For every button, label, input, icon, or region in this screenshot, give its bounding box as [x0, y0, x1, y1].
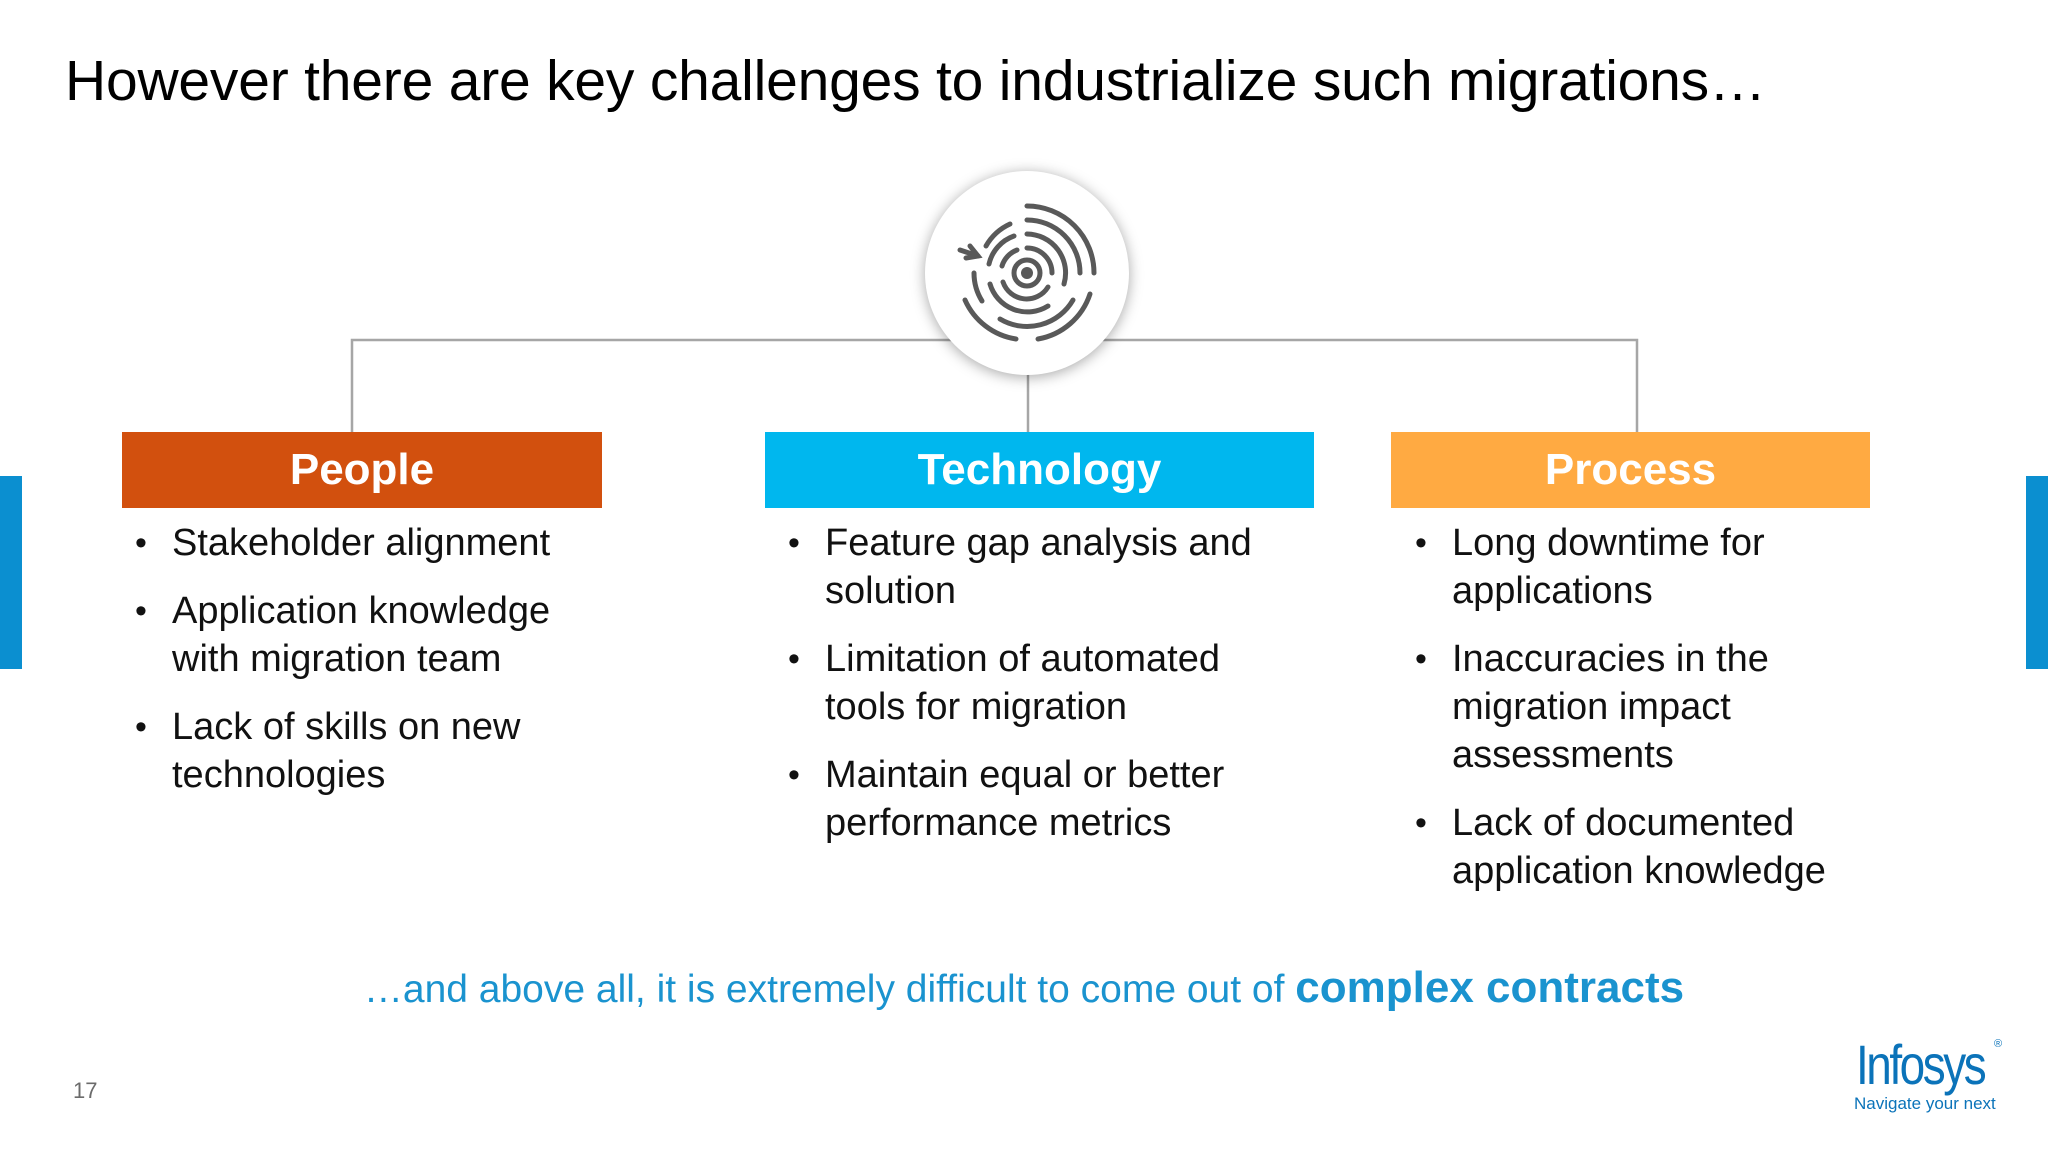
process-bullet: • Long downtime for applications [1411, 519, 1881, 615]
center-badge [925, 171, 1129, 375]
technology-bullet: • Maintain equal or better performance metrics [784, 751, 1304, 847]
right-accent-bar [2026, 476, 2048, 669]
left-accent-bar [0, 476, 22, 669]
people-bullet: • Lack of skills on new technologies [131, 703, 601, 799]
process-bullet: • Lack of documented application knowledge [1411, 799, 1881, 895]
people-bullet: • Application knowledge with migration team [131, 587, 601, 683]
technology-heading: Technology [765, 432, 1314, 508]
maze-icon [952, 198, 1102, 348]
logo-tagline: Navigate your next [1854, 1094, 1996, 1113]
people-heading: People [122, 432, 602, 508]
technology-bullet: • Feature gap analysis and solution [784, 519, 1304, 615]
registered-mark: ® [1994, 1038, 2003, 1050]
conclusion-statement [0, 963, 2048, 1013]
logo-wordmark: Infosys [1856, 1033, 1985, 1096]
technology-bullet: • Limitation of automated tools for migration [784, 635, 1304, 731]
conclusion-text: …and above all, it is extremely difficult to come out of [363, 968, 1296, 1011]
slide-title: However there are key challenges to industrialize such migrations… [65, 49, 1766, 113]
process-bullet: • Inaccuracies in the migration impact assessments [1411, 635, 1881, 779]
people-bullet-list [131, 519, 601, 819]
infosys-logo [1852, 1034, 2002, 1114]
page-number: 17 [73, 1078, 98, 1103]
technology-bullet-list [784, 519, 1304, 867]
people-bullet: • Stakeholder alignment [131, 519, 601, 567]
conclusion-emphasis: complex contracts [1295, 963, 1685, 1012]
process-bullet-list [1411, 519, 1881, 915]
process-heading: Process [1391, 432, 1870, 508]
